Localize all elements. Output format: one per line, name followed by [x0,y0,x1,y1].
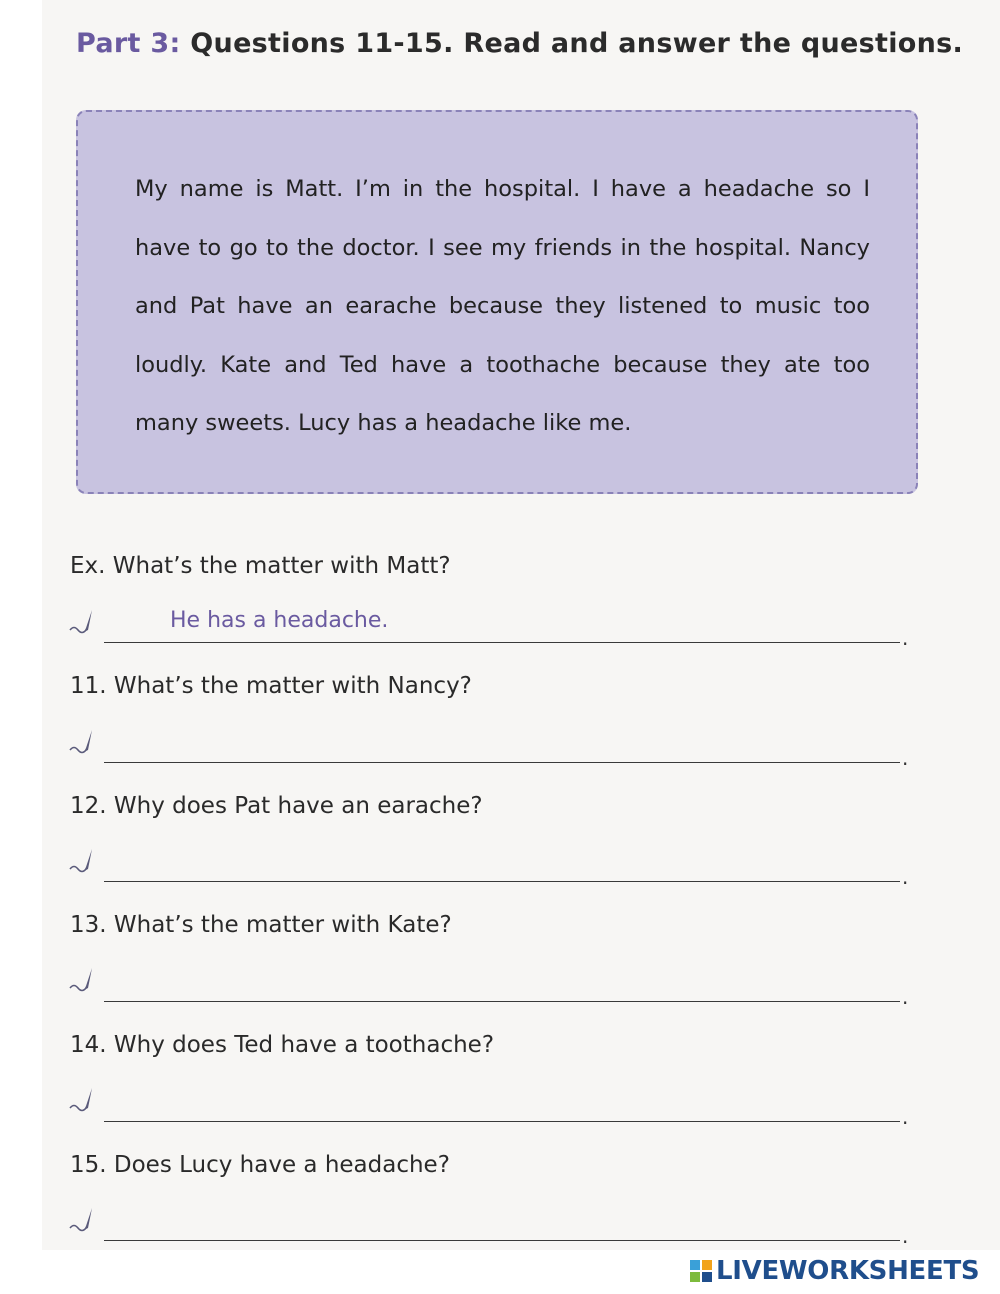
liveworksheets-logo [690,1256,979,1286]
pencil-icon [68,1206,102,1236]
question-14: 14. Why does Ted have a toothache? [70,1032,495,1058]
answer-line-13[interactable] [104,1001,900,1002]
answer-line-example[interactable] [104,642,900,643]
question-12: 12. Why does Pat have an earache? [70,793,483,819]
answer-line-11[interactable] [104,762,900,763]
reading-passage-box [76,110,918,494]
answer-example: He has a headache. [170,608,389,633]
line-end-dot: . [902,746,909,770]
title-text: Questions 11-15. Read and answer the questions. [190,28,964,59]
line-end-dot: . [902,1224,909,1248]
pencil-icon [68,966,102,996]
question-13: 13. What’s the matter with Kate? [70,912,452,938]
answer-line-12[interactable] [104,881,900,882]
part-label: Part 3: [76,28,181,59]
question-15: 15. Does Lucy have a headache? [70,1152,450,1178]
pencil-icon [68,1086,102,1116]
reading-passage: My name is Matt. I’m in the hospital. I have a headache so I have to go to the doctor. I see my friends in the hospital. Nancy and Pat have an earache because they listened to music too loudly. Kate and Ted have a toothache because they ate too many sweets. Lucy has a headache like me. [135,176,870,436]
pencil-icon [68,728,102,758]
line-end-dot: . [902,1105,909,1129]
pencil-icon [68,847,102,877]
question-11: 11. What’s the matter with Nancy? [70,673,472,699]
answer-line-14[interactable] [104,1121,900,1122]
line-end-dot: . [902,626,909,650]
pencil-icon [68,608,102,638]
answer-line-15[interactable] [104,1240,900,1241]
question-example: Ex. What’s the matter with Matt? [70,553,451,579]
liveworksheets-logo-icon [690,1260,712,1282]
brand-name: LIVEWORKSHEETS [716,1256,980,1286]
line-end-dot: . [902,865,909,889]
line-end-dot: . [902,985,909,1009]
page-title [76,28,963,59]
